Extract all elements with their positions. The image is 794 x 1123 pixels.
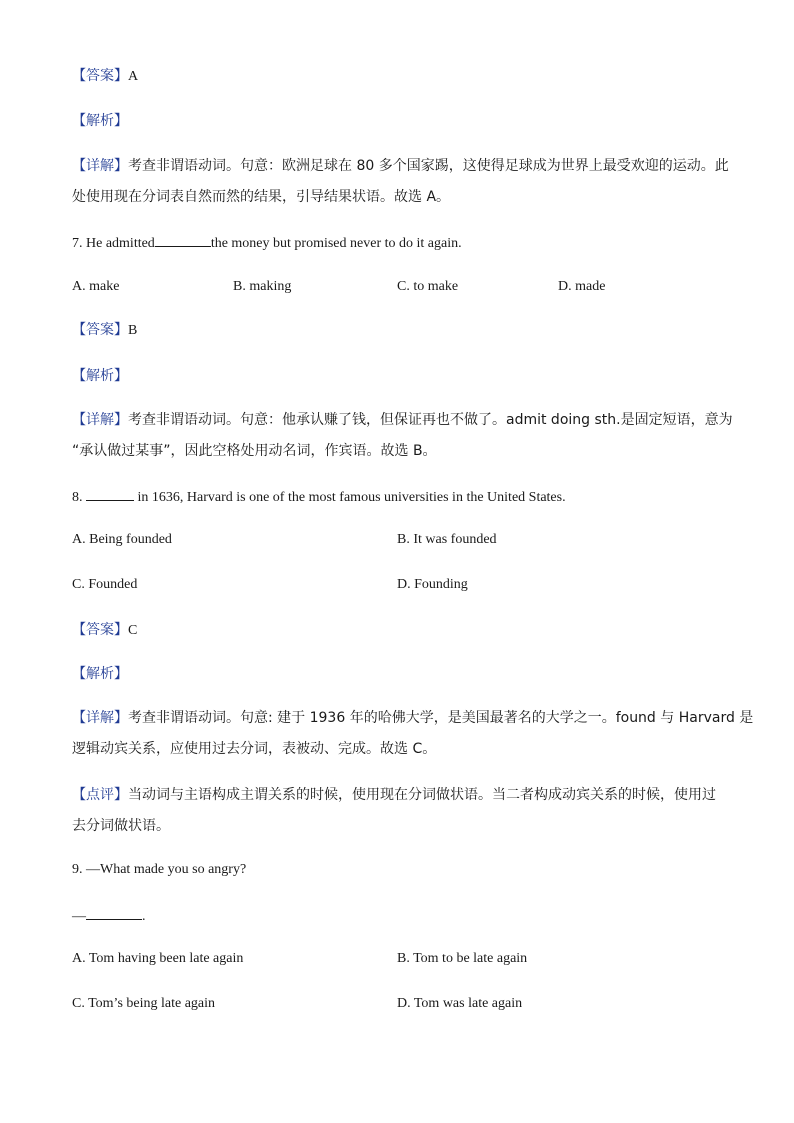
- analysis-tag: 【解析】: [72, 666, 128, 682]
- answer-value: B: [128, 323, 138, 338]
- detail-tag: 【详解】: [72, 412, 128, 428]
- option-c: C. Tom’s being late again: [72, 996, 216, 1011]
- detail-tag: 【详解】: [72, 710, 128, 726]
- comment-text: 去分词做状语。: [72, 818, 170, 834]
- answer-line-q7: [72, 320, 137, 341]
- reply-dash: —: [72, 909, 86, 924]
- stem-text: 7. He admitted: [72, 236, 155, 251]
- question-stem-q9: [72, 860, 246, 880]
- analysis-tag: 【解析】: [72, 113, 128, 129]
- option-c: C. to make: [397, 279, 459, 294]
- option-a: A. Being founded: [72, 532, 172, 547]
- detail-text: “承认做过某事”，因此空格处用动名词，作宾语。故选 B。: [72, 443, 437, 459]
- detail-text: 处使用现在分词表自然而然的结果，引导结果状语。故选 A。: [72, 189, 451, 205]
- option-b: B. It was founded: [397, 532, 497, 547]
- analysis-heading-q8: [72, 664, 128, 684]
- analysis-heading-q7: [72, 366, 128, 386]
- option-a: A. Tom having been late again: [72, 951, 244, 966]
- answer-blank: [86, 905, 142, 920]
- comment-text: 当动词与主语构成主谓关系的时候，使用现在分词做状语。当二者构成动宾关系的时候，使用过: [128, 787, 716, 803]
- answer-tag: 【答案】: [72, 622, 128, 638]
- analysis-tag: 【解析】: [72, 368, 128, 384]
- detail-text: 逻辑动宾关系，应使用过去分词，表被动、完成。故选 C。: [72, 741, 437, 757]
- stem-text: 9. —What made you so angry?: [72, 862, 247, 877]
- detail-line-q8-2: [72, 739, 436, 759]
- option-b: B. making: [233, 279, 292, 294]
- answer-value: A: [128, 69, 139, 84]
- reply-line-q9: [72, 905, 146, 927]
- stem-text: 8.: [72, 490, 86, 505]
- answer-line-q6: [72, 66, 138, 87]
- option-a: A. make: [72, 279, 120, 294]
- detail-text: 考查非谓语动词。句意：欧洲足球在 80 多个国家踢，这使得足球成为世界上最受欢迎的运动。此: [128, 158, 729, 174]
- option-b: B. Tom to be late again: [397, 951, 528, 966]
- comment-tag: 【点评】: [72, 787, 128, 803]
- detail-line-q6-1: [72, 156, 729, 176]
- comment-line-q8-1: [72, 785, 716, 805]
- question-stem-q7: [72, 232, 462, 254]
- reply-end: .: [142, 909, 146, 924]
- comment-line-q8-2: [72, 816, 170, 836]
- analysis-heading-q6: [72, 111, 128, 131]
- detail-line-q7-2: [72, 441, 437, 461]
- detail-text: 考查非谓语动词。句意: 建于 1936 年的哈佛大学，是美国最著名的大学之一。found 与 Harvard 是: [128, 710, 754, 726]
- detail-text: 考查非谓语动词。句意：他承认赚了钱，但保证再也不做了。admit doing sth.是固定短语，意为: [128, 412, 733, 428]
- answer-blank: [86, 486, 134, 501]
- detail-tag: 【详解】: [72, 158, 128, 174]
- detail-line-q7-1: [72, 410, 733, 430]
- detail-line-q8-1: [72, 708, 753, 728]
- option-d: D. Tom was late again: [397, 996, 523, 1011]
- answer-blank: [155, 232, 211, 247]
- detail-line-q6-2: [72, 187, 450, 207]
- stem-text: in 1636, Harvard is one of the most famous universities in the United States.: [134, 490, 566, 505]
- answer-line-q8: [72, 620, 137, 641]
- answer-tag: 【答案】: [72, 68, 128, 84]
- stem-text: the money but promised never to do it again.: [210, 236, 462, 251]
- answer-value: C: [128, 623, 138, 638]
- option-d: D. Founding: [397, 577, 468, 592]
- option-d: D. made: [558, 279, 606, 294]
- question-stem-q8: [72, 486, 566, 508]
- answer-tag: 【答案】: [72, 322, 128, 338]
- option-c: C. Founded: [72, 577, 138, 592]
